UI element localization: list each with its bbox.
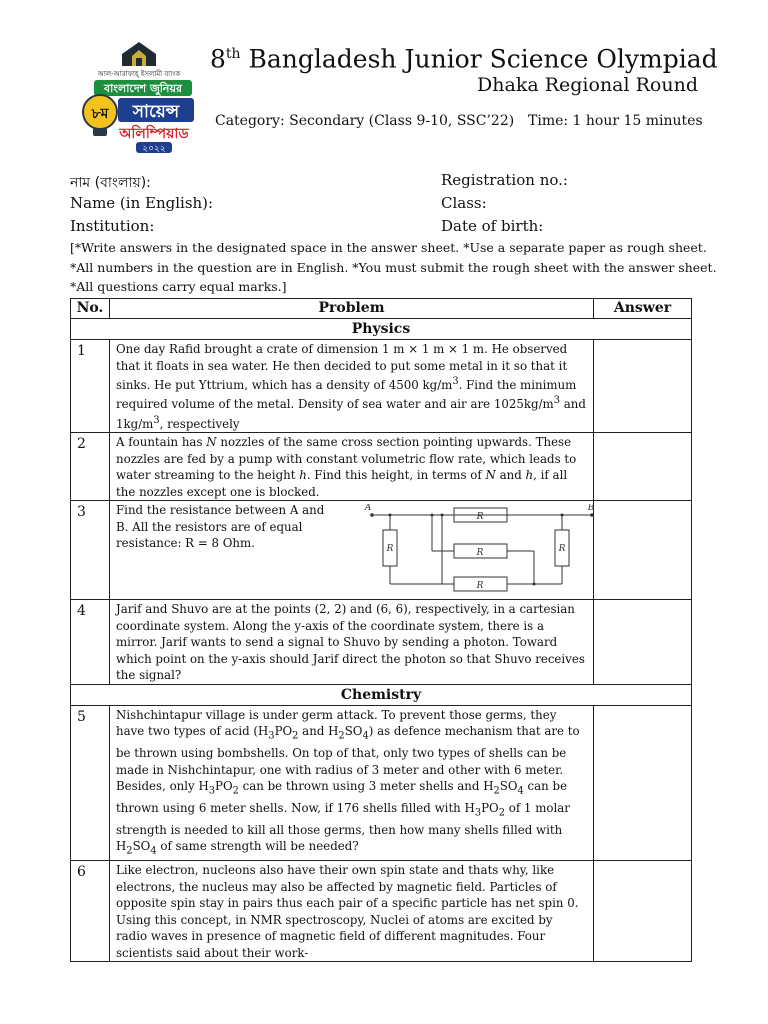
header-problem: Problem: [110, 299, 594, 319]
logo-line2: সায়েন্স: [132, 102, 180, 122]
question-text: Like electron, nucleons also have their own spin state and thats why, like electrons, the nucleus may also be affected by magnetic field. Particles of opposite spin stay in pairs thus each pair of a specific particle has net spin 0. Using this concept, in NMR spectroscopy, Nuclei of atoms are excited by radio waves in presence of magnetic field of different magnitudes. Four scientists said about their work-: [110, 861, 594, 962]
title-ordinal: th: [225, 46, 241, 62]
table-row: [71, 705, 692, 860]
dob-field: Date of birth:: [441, 217, 544, 235]
question-text: Nishchintapur village is under germ attack. To prevent those germs, they have two types of acid ($H_3PO_2$ and $H_2SO_4$) as defence mechanism that are to be thrown using bombshells. On top of that, only two types of shells can be made in Nishchintapur, one with radius of 3 meter and other with 6 meter. Besides, only $H_3PO_2$ can be thrown using 3 meter shells and $H_2SO_4$ can be thrown using 6 meter shells. Now, if 176 shells filled with $H_3PO_2$ of 1 molar strength is needed to kill all those germs, then how many shells filled with $H_2SO_4$ of same strength will be needed?: [110, 705, 594, 860]
question-number: 5: [71, 705, 110, 860]
instruction-line: [*Write answers in the designated space in the answer sheet. *Use a separate paper as rough sheet.: [70, 240, 707, 255]
instruction-line: *All questions carry equal marks.]: [70, 279, 287, 294]
question-number: 4: [71, 600, 110, 685]
registration-field: Registration no.:: [441, 171, 568, 189]
resistor-label: R: [476, 548, 484, 559]
resistor-label: R: [386, 544, 394, 555]
institution-field: Institution:: [70, 217, 155, 235]
answer-cell[interactable]: [594, 705, 692, 860]
node-a-label: A: [364, 504, 372, 514]
name-bangla-field: নাম (বাংলায়):: [70, 175, 151, 191]
instructions: [70, 238, 717, 297]
node-b-label: B: [587, 504, 595, 514]
logo-line1: বাংলাদেশ জুনিয়র: [103, 82, 183, 95]
header-answer: Answer: [594, 299, 692, 319]
section-row: [71, 684, 692, 705]
logo-bank-text: আল-আরাফাহ্ ইসলামী ব্যাংক: [97, 70, 181, 78]
section-row: [71, 319, 692, 340]
header-no: No.: [71, 299, 110, 319]
question-3-text: Find the resistance between A and B. All the resistors are of equal resistance: R = 8 Ohm.: [116, 503, 325, 551]
answer-cell[interactable]: [594, 501, 692, 600]
question-number: 3: [71, 501, 110, 600]
answer-cell[interactable]: [594, 600, 692, 685]
question-text: Jarif and Shuvo are at the points (2, 2) and (6, 6), respectively, in a cartesian coordinate system. Along the y-axis of the coordinate system, there is a mirror. Jarif wants to send a signal to Shuvo by sending a photon. Toward which point on the y-axis should Jarif direct the photon so that Shuvo receives the signal?: [110, 600, 594, 685]
title-number: 8: [210, 44, 226, 74]
logo-line3: অলিম্পিয়াড: [119, 126, 189, 142]
olympiad-logo: [80, 40, 198, 155]
question-number: 2: [71, 433, 110, 501]
table-row: [71, 501, 692, 600]
answer-cell[interactable]: [594, 433, 692, 501]
answer-cell[interactable]: [594, 340, 692, 433]
logo-badge: ৮ম: [91, 106, 109, 122]
logo-year: ২০২২: [142, 144, 166, 154]
question-text: A fountain has N nozzles of the same cross section pointing upwards. These nozzles are fed by a pump with constant volumetric flow rate, which leads to water streaming to the height h. Find this height, in terms of N and h, if all the nozzles except one is blocked.: [110, 433, 594, 501]
page-title: [210, 38, 718, 75]
answer-cell[interactable]: [594, 861, 692, 962]
question-number: 1: [71, 340, 110, 433]
table-row: [71, 433, 692, 501]
section-chemistry: Chemistry: [71, 684, 692, 705]
building-icon: [122, 42, 156, 66]
question-number: 6: [71, 861, 110, 962]
table-row: [71, 600, 692, 685]
table-row: [71, 340, 692, 433]
table-header-row: [71, 299, 692, 319]
title-text: Bangladesh Junior Science Olympiad: [240, 44, 718, 74]
name-english-field: Name (in English):: [70, 194, 214, 212]
circuit-diagram: [362, 504, 598, 596]
resistor-label: R: [476, 512, 484, 523]
category-label: Category: Secondary (Class 9-10, SSC’22): [215, 113, 515, 129]
question-table: [70, 298, 692, 962]
time-label: Time: 1 hour 15 minutes: [528, 113, 703, 129]
table-row: [71, 861, 692, 962]
section-physics: Physics: [71, 319, 692, 340]
question-text: One day Rafid brought a crate of dimension 1 m × 1 m × 1 m. He observed that it floats in sea water. He then decided to put some metal in it so that it sinks. He put Yttrium, which has a density of 4500 $kg/m^3$. Find the minimum required volume of the metal. Density of sea water and air are $1025kg/m^3$ and $1kg/m^3$, respectively: [110, 340, 594, 433]
page-subtitle: Dhaka Regional Round: [477, 74, 698, 96]
resistor-label: R: [476, 581, 484, 592]
class-field: Class:: [441, 194, 487, 212]
instruction-line: *All numbers in the question are in English. *You must submit the rough sheet with the answer sheet.: [70, 259, 717, 275]
question-text: [110, 501, 594, 600]
resistor-label: R: [558, 544, 566, 555]
